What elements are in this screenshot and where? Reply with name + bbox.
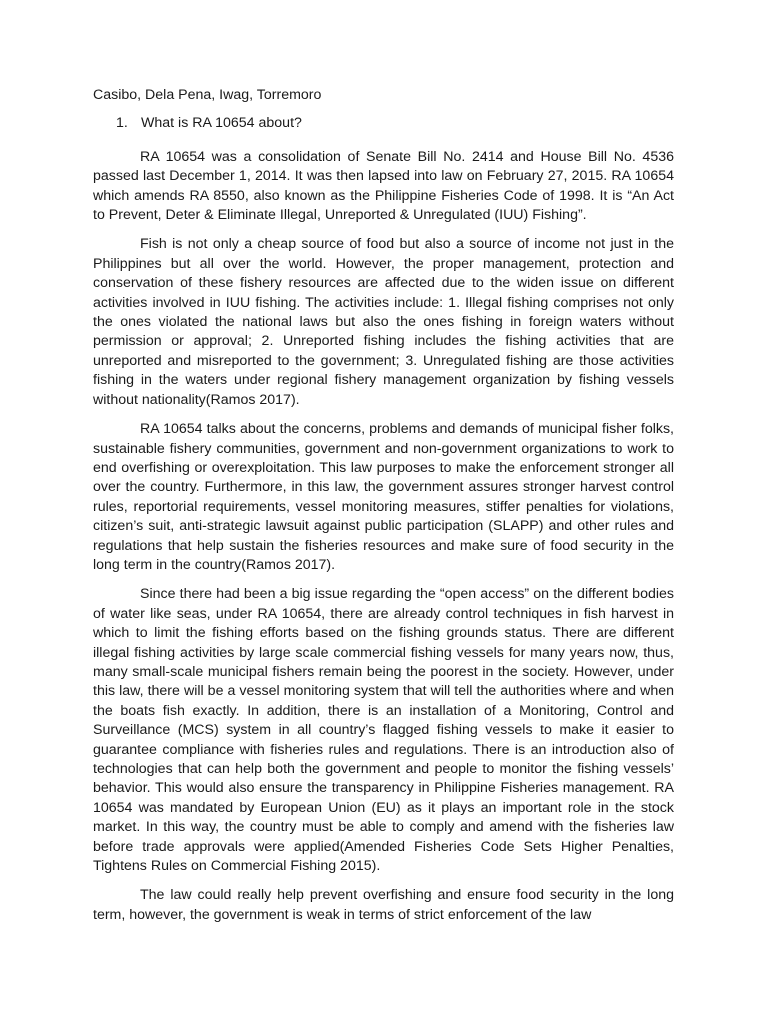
paragraph-law-concerns: RA 10654 talks about the concerns, problems and demands of municipal fisher folks, sustainable fishery communities, government and non-government organizations to work to end overfishing or overexploitation. This law purposes to make the enforcement stronger all over the country. Furthermore, in this law, the government assures stronger harvest control rules, reportorial requirements, vessel monitoring measures, stiffer penalties for violations, citizen’s suit, anti-strategic lawsuit against public participation (SLAPP) and other rules and regulations that help sustain the fisheries resources and make sure of food security in the long term in the country(Ramos 2017). [93,421,674,573]
document-body [93,86,674,935]
paragraph-open-access: Since there had been a big issue regarding the “open access” on the different bodies of water like seas, under RA 10654, there are already control techniques in fish harvest in which to limit the fishing efforts based on the fishing grounds status. There are different illegal fishing activities by large scale commercial fishing vessels for many years now, thus, many small-scale municipal fishers remain being the poorest in the society. However, under this law, there will be a vessel monitoring system that will tell the authorities where and when the boats fish exactly. In addition, there is an installation of a Monitoring, Control and Surveillance (MCS) system in all country’s flagged fishing vessels to make it easier to guarantee compliance with fisheries rules and regulations. There is an introduction also of technologies that can help both the government and people to monitor the fishing vessels’ behavior. This would also ensure the transparency in Philippine Fisheries management. RA 10654 was mandated by European Union (EU) as it plays an important role in the stock market. In this way, the country must be able to comply and amend with the fisheries law before trade approvals were applied(Amended Fisheries Code Sets Higher Penalties, Tightens Rules on Commercial Fishing 2015). [93,586,674,875]
author-names: Casibo, Dela Pena, Iwag, Torremoro [93,87,322,103]
question-heading [93,114,674,133]
paragraph-ra10654-overview: RA 10654 was a consolidation of Senate Bill No. 2414 and House Bill No. 4536 passed last December 1, 2014. It was then lapsed into law on February 27, 2015. RA 10654 which amends RA 8550, also known as the Philippine Fisheries Code of 1998. It is “An Act to Prevent, Deter & Eliminate Illegal, Unreported & Unregulated (IUU) Fishing”. [93,148,674,224]
question-text: What is RA 10654 about? [141,115,302,132]
question-number: 1. [116,115,128,132]
paragraph-enforcement: The law could really help prevent overfishing and ensure food security in the long term, however, the government is weak in terms of strict enforcement of the law [93,887,674,923]
paragraph-iuu-fishing: Fish is not only a cheap source of food but also a source of income not just in the Philippines but all over the world. However, the proper management, protection and conservation of these fishery resources are affected due to the widen issue on different activities involved in IUU fishing. The activities include: 1. Illegal fishing comprises not only the ones violated the national laws but also the ones fishing in foreign waters without permission or approval; 2. Unreported fishing includes the fishing activities that are unreported and misreported to the government; 3. Unregulated fishing are those activities fishing in the waters under regional fishery management organization by fishing vessels without nationality(Ramos 2017). [93,236,674,408]
